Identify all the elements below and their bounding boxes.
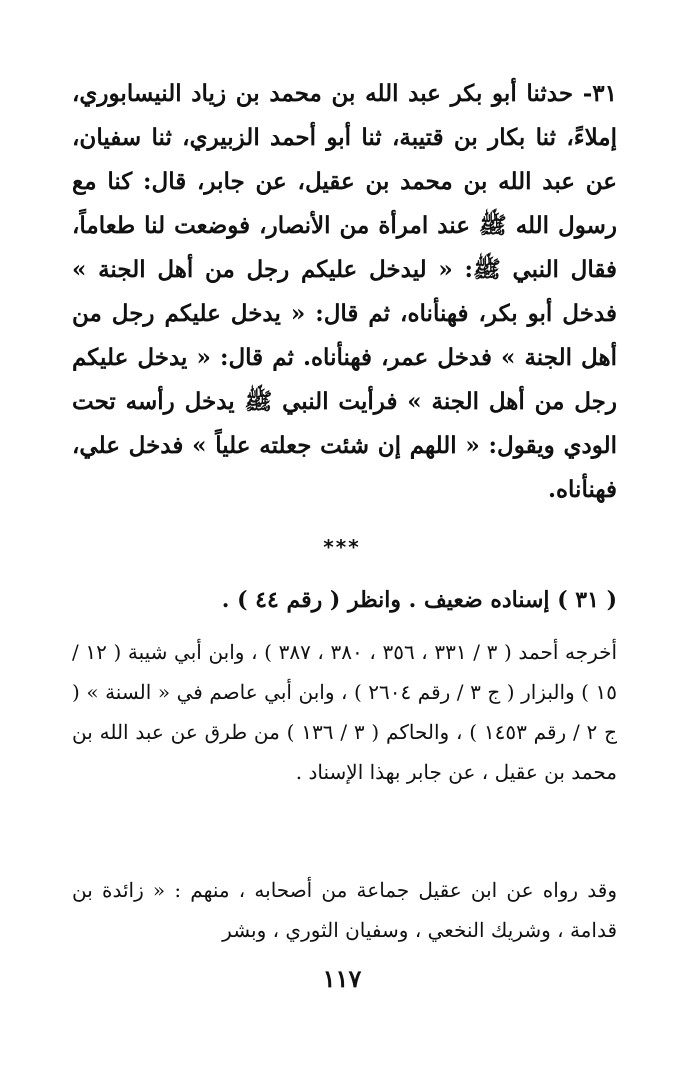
footnote-heading: ( ٣١ ) إسناده ضعيف . وانظر ( رقم ٤٤ ) . bbox=[221, 587, 617, 613]
section-separator: *** bbox=[323, 535, 361, 559]
footnote-paragraph-1: أخرجه أحمد ( ٣ / ٣٣١ ، ٣٥٦ ، ٣٨٠ ، ٣٨٧ ) ، وابن أبي شيبة ( ١٢ / ١٥ ) والبزار ( ج ٣ / رقم ٢٦٠٤ ) ، وابن أبي عاصم في « السنة » ( ج ٢ / رقم ١٤٥٣ ) ، والحاكم ( ٣ / ١٣٦ ) من طرق عن عبد الله بن محمد بن عقيل ، عن جابر بهذا الإسناد . bbox=[72, 640, 618, 784]
hadith-text bbox=[72, 72, 617, 512]
hadith-number: ٣١- bbox=[582, 80, 617, 107]
hadith-body: حدثنا أبو بكر عبد الله بن محمد بن زياد النيسابوري، إملاءً، ثنا بكار بن قتيبة، ثنا أبو أحمد الزبيري، ثنا سفيان، عن عبد الله بن محمد بن عقيل، عن جابر، قال: كنا مع رسول الله ﷺ عند امرأة من الأنصار، فوضعت لنا طعاماً، فقال النبي ﷺ: « ليدخل عليكم رجل من أهل الجنة » فدخل أبو بكر، فهنأناه، ثم قال: « يدخل عليكم رجل من أهل الجنة » فدخل عمر، فهنأناه. ثم قال: « يدخل عليكم رجل من أهل الجنة » فرأيت النبي ﷺ يدخل رأسه تحت الودي ويقول: « اللهم إن شئت جعلته علياً » فدخل علي، فهنأناه. bbox=[72, 80, 617, 503]
page-number: ١١٧ bbox=[322, 964, 362, 993]
footnote-paragraph-2: وقد رواه عن ابن عقيل جماعة من أصحابه ، منهم : « زائدة بن قدامة ، وشريك النخعي ، وسفيان الثوري ، وبشر bbox=[72, 878, 617, 942]
